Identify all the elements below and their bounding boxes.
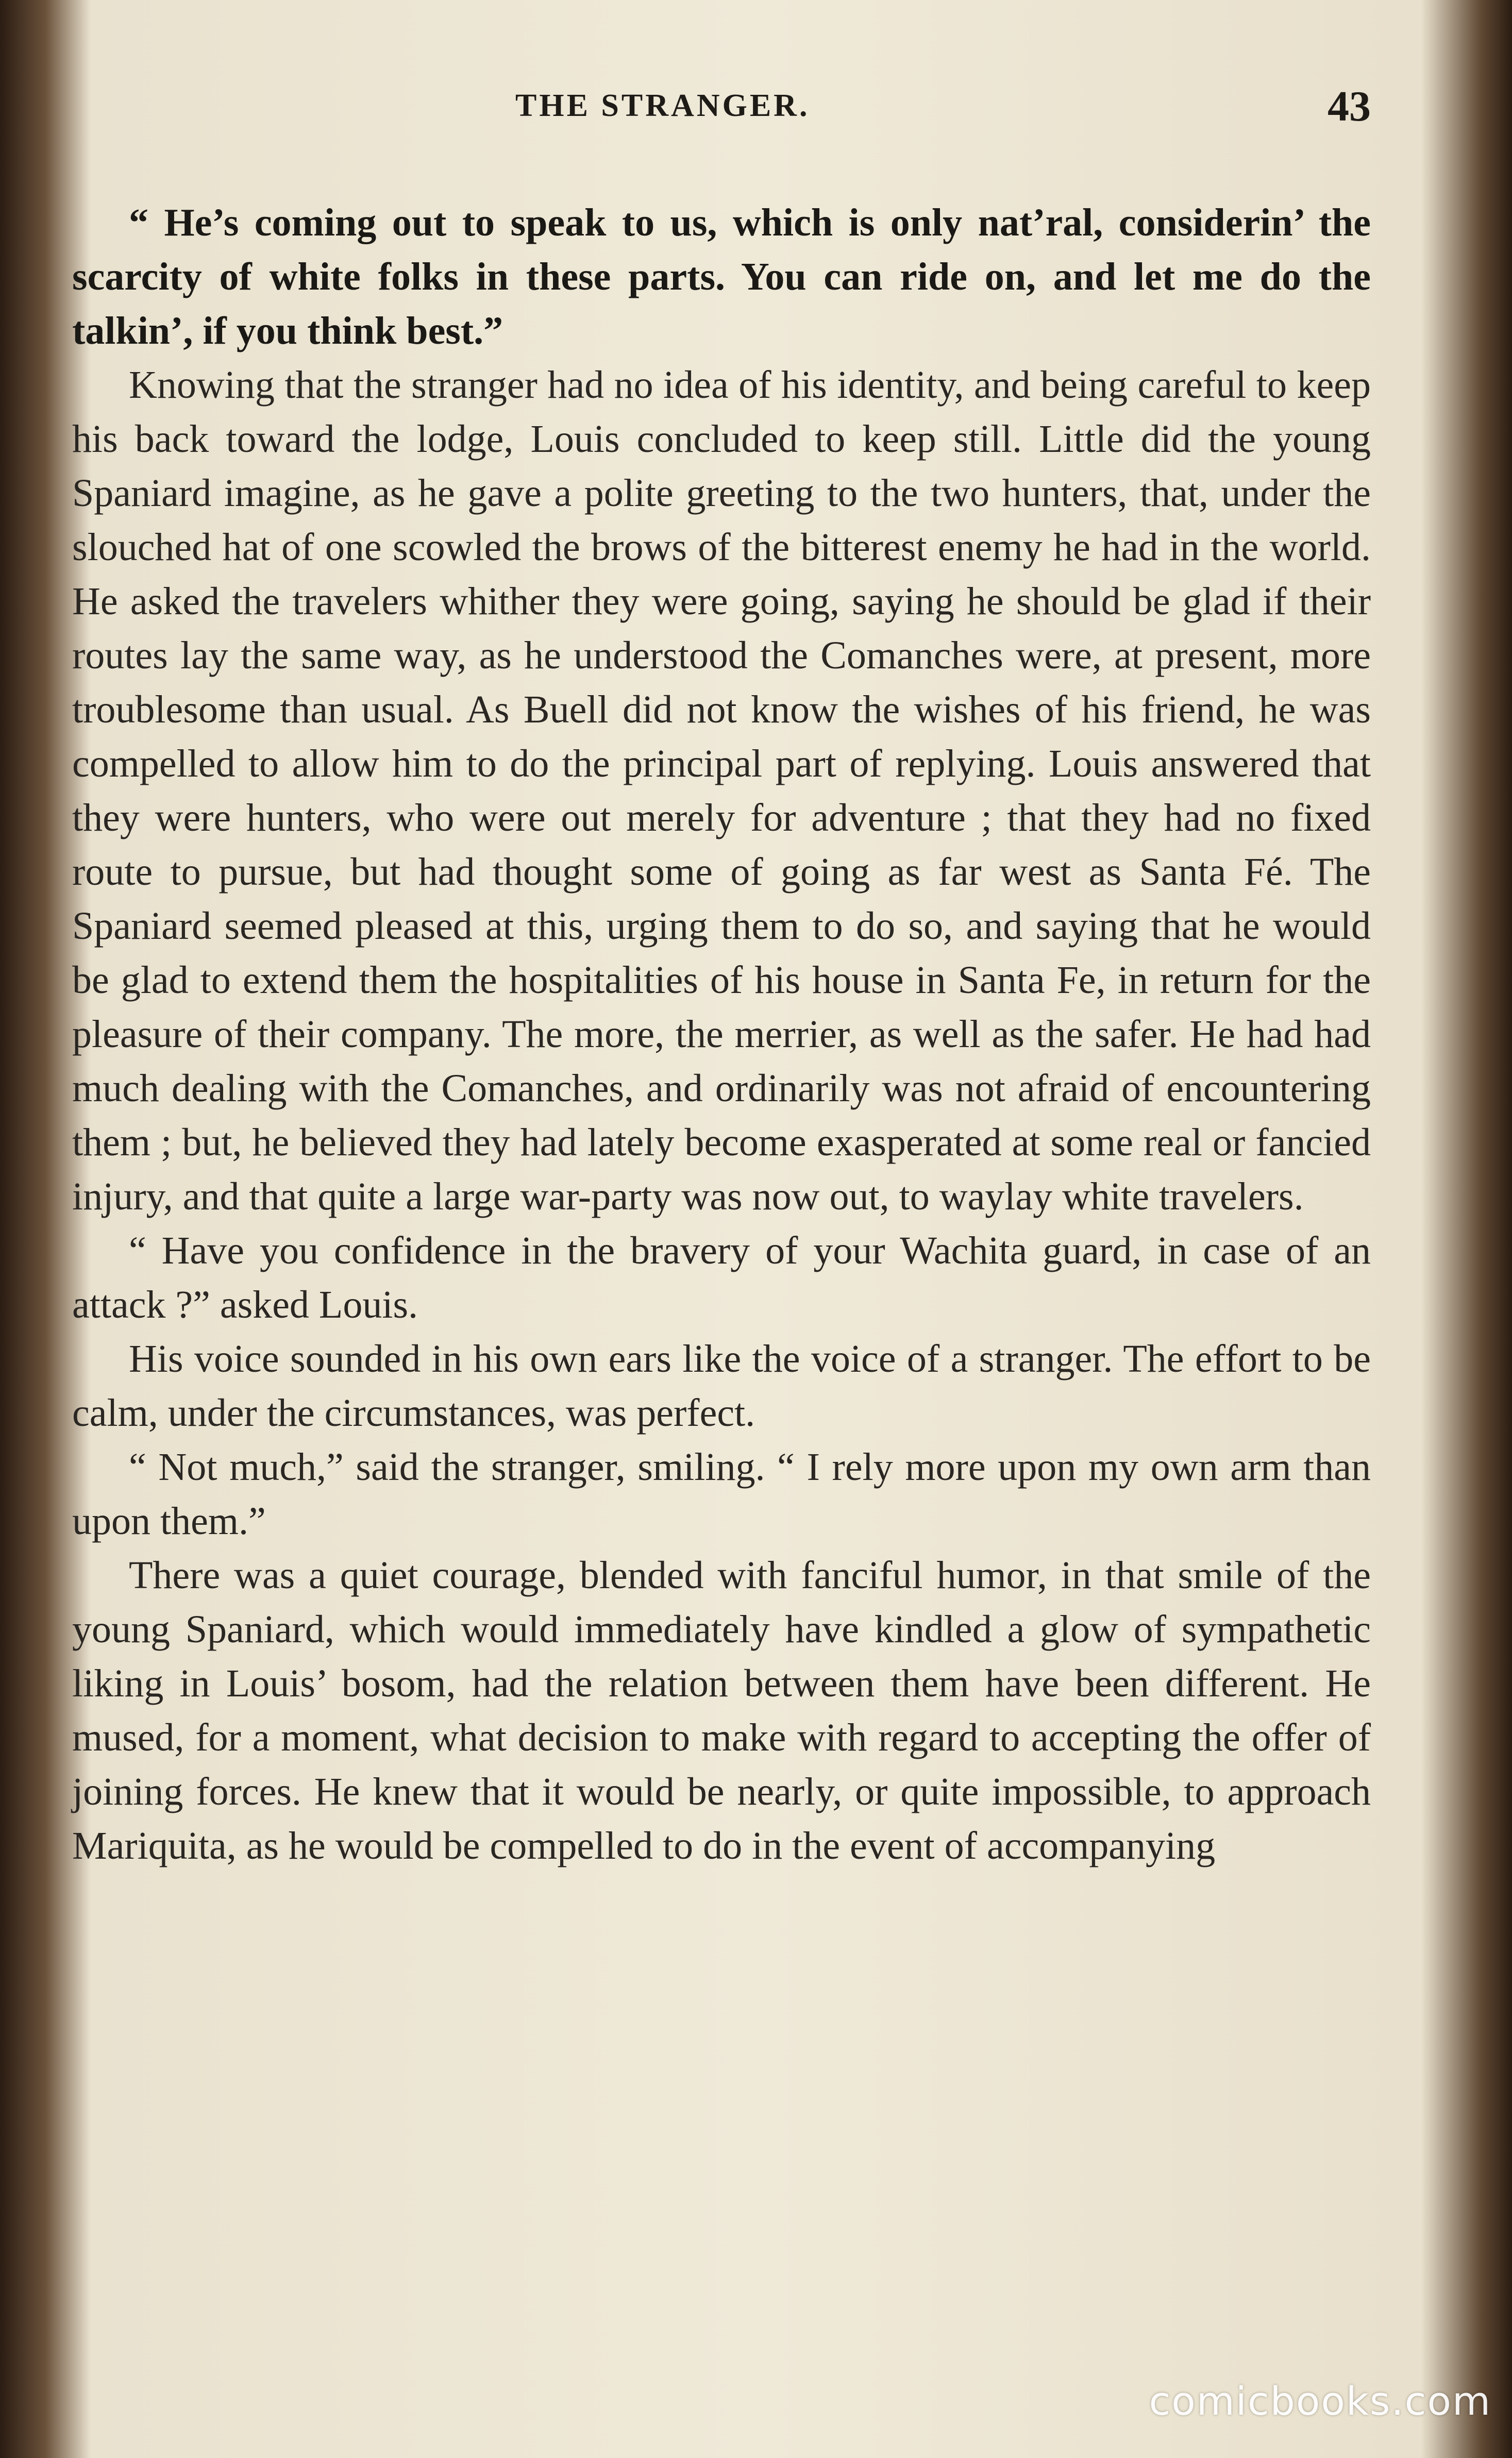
page-number: 43	[1328, 82, 1371, 130]
paragraph: “ Not much,” said the stranger, smiling. “ I rely more upon my own arm than upon them.”	[72, 1445, 1371, 1543]
book-page	[62, 77, 1381, 2427]
page-header	[62, 77, 1381, 139]
site-watermark: comicbooks.com	[1149, 2378, 1491, 2424]
paragraph: “ Have you confidence in the bravery of your Wachita guard, in case of an attack ?” asked Louis.	[72, 1229, 1371, 1326]
paragraph: “ He’s coming out to speak to us, which is only nat’ral, considerin’ the scarcity of white folks in these parts. You can ride on, and let me do the talkin’, if you think best.”	[72, 201, 1371, 352]
running-head: THE STRANGER.	[515, 88, 810, 123]
paragraph: There was a quiet courage, blended with fanciful humor, in that smile of the young Spaniard, which would immediately have kindled a glow of sympathetic liking in Louis’ bosom, had the relation between them have been different. He mused, for a moment, what decision to make with regard to accepting the offer of joining forces. He knew that it would be nearly, or quite impossible, to approach Mariquita, as he would be compelled to do in the event of accompanying	[72, 1554, 1371, 1867]
paragraph: Knowing that the stranger had no idea of his identity, and being careful to keep his back toward the lodge, Louis concluded to keep still. Little did the young Spaniard imagine, as he gave a polite greeting to the two hunters, that, under the slouched hat of one scowled the brows of the bitterest enemy he had in the world. He asked the travelers whither they were going, saying he should be glad if their routes lay the same way, as he understood the Comanches were, at present, more troublesome than usual. As Buell did not know the wishes of his friend, he was compelled to allow him to do the principal part of replying. Louis answered that they were hunters, who were out merely for adventure ; that they had no fixed route to pursue, but had thought some of going as far west as Santa Fé. The Spaniard seemed pleased at this, urging them to do so, and saying that he would be glad to extend them the hospitalities of his house in Santa Fe, in return for the pleasure of their company. The more, the merrier, as well as the safer. He had had much dealing with the Comanches, and ordinarily was not afraid of encountering them ; but, he believed they had lately become exasperated at some real or fancied injury, and that quite a large war-party was now out, to waylay white travelers.	[72, 363, 1371, 1218]
body-text	[72, 196, 1371, 1873]
paragraph: His voice sounded in his own ears like the voice of a stranger. The effort to be calm, under the circumstances, was perfect.	[72, 1337, 1371, 1435]
